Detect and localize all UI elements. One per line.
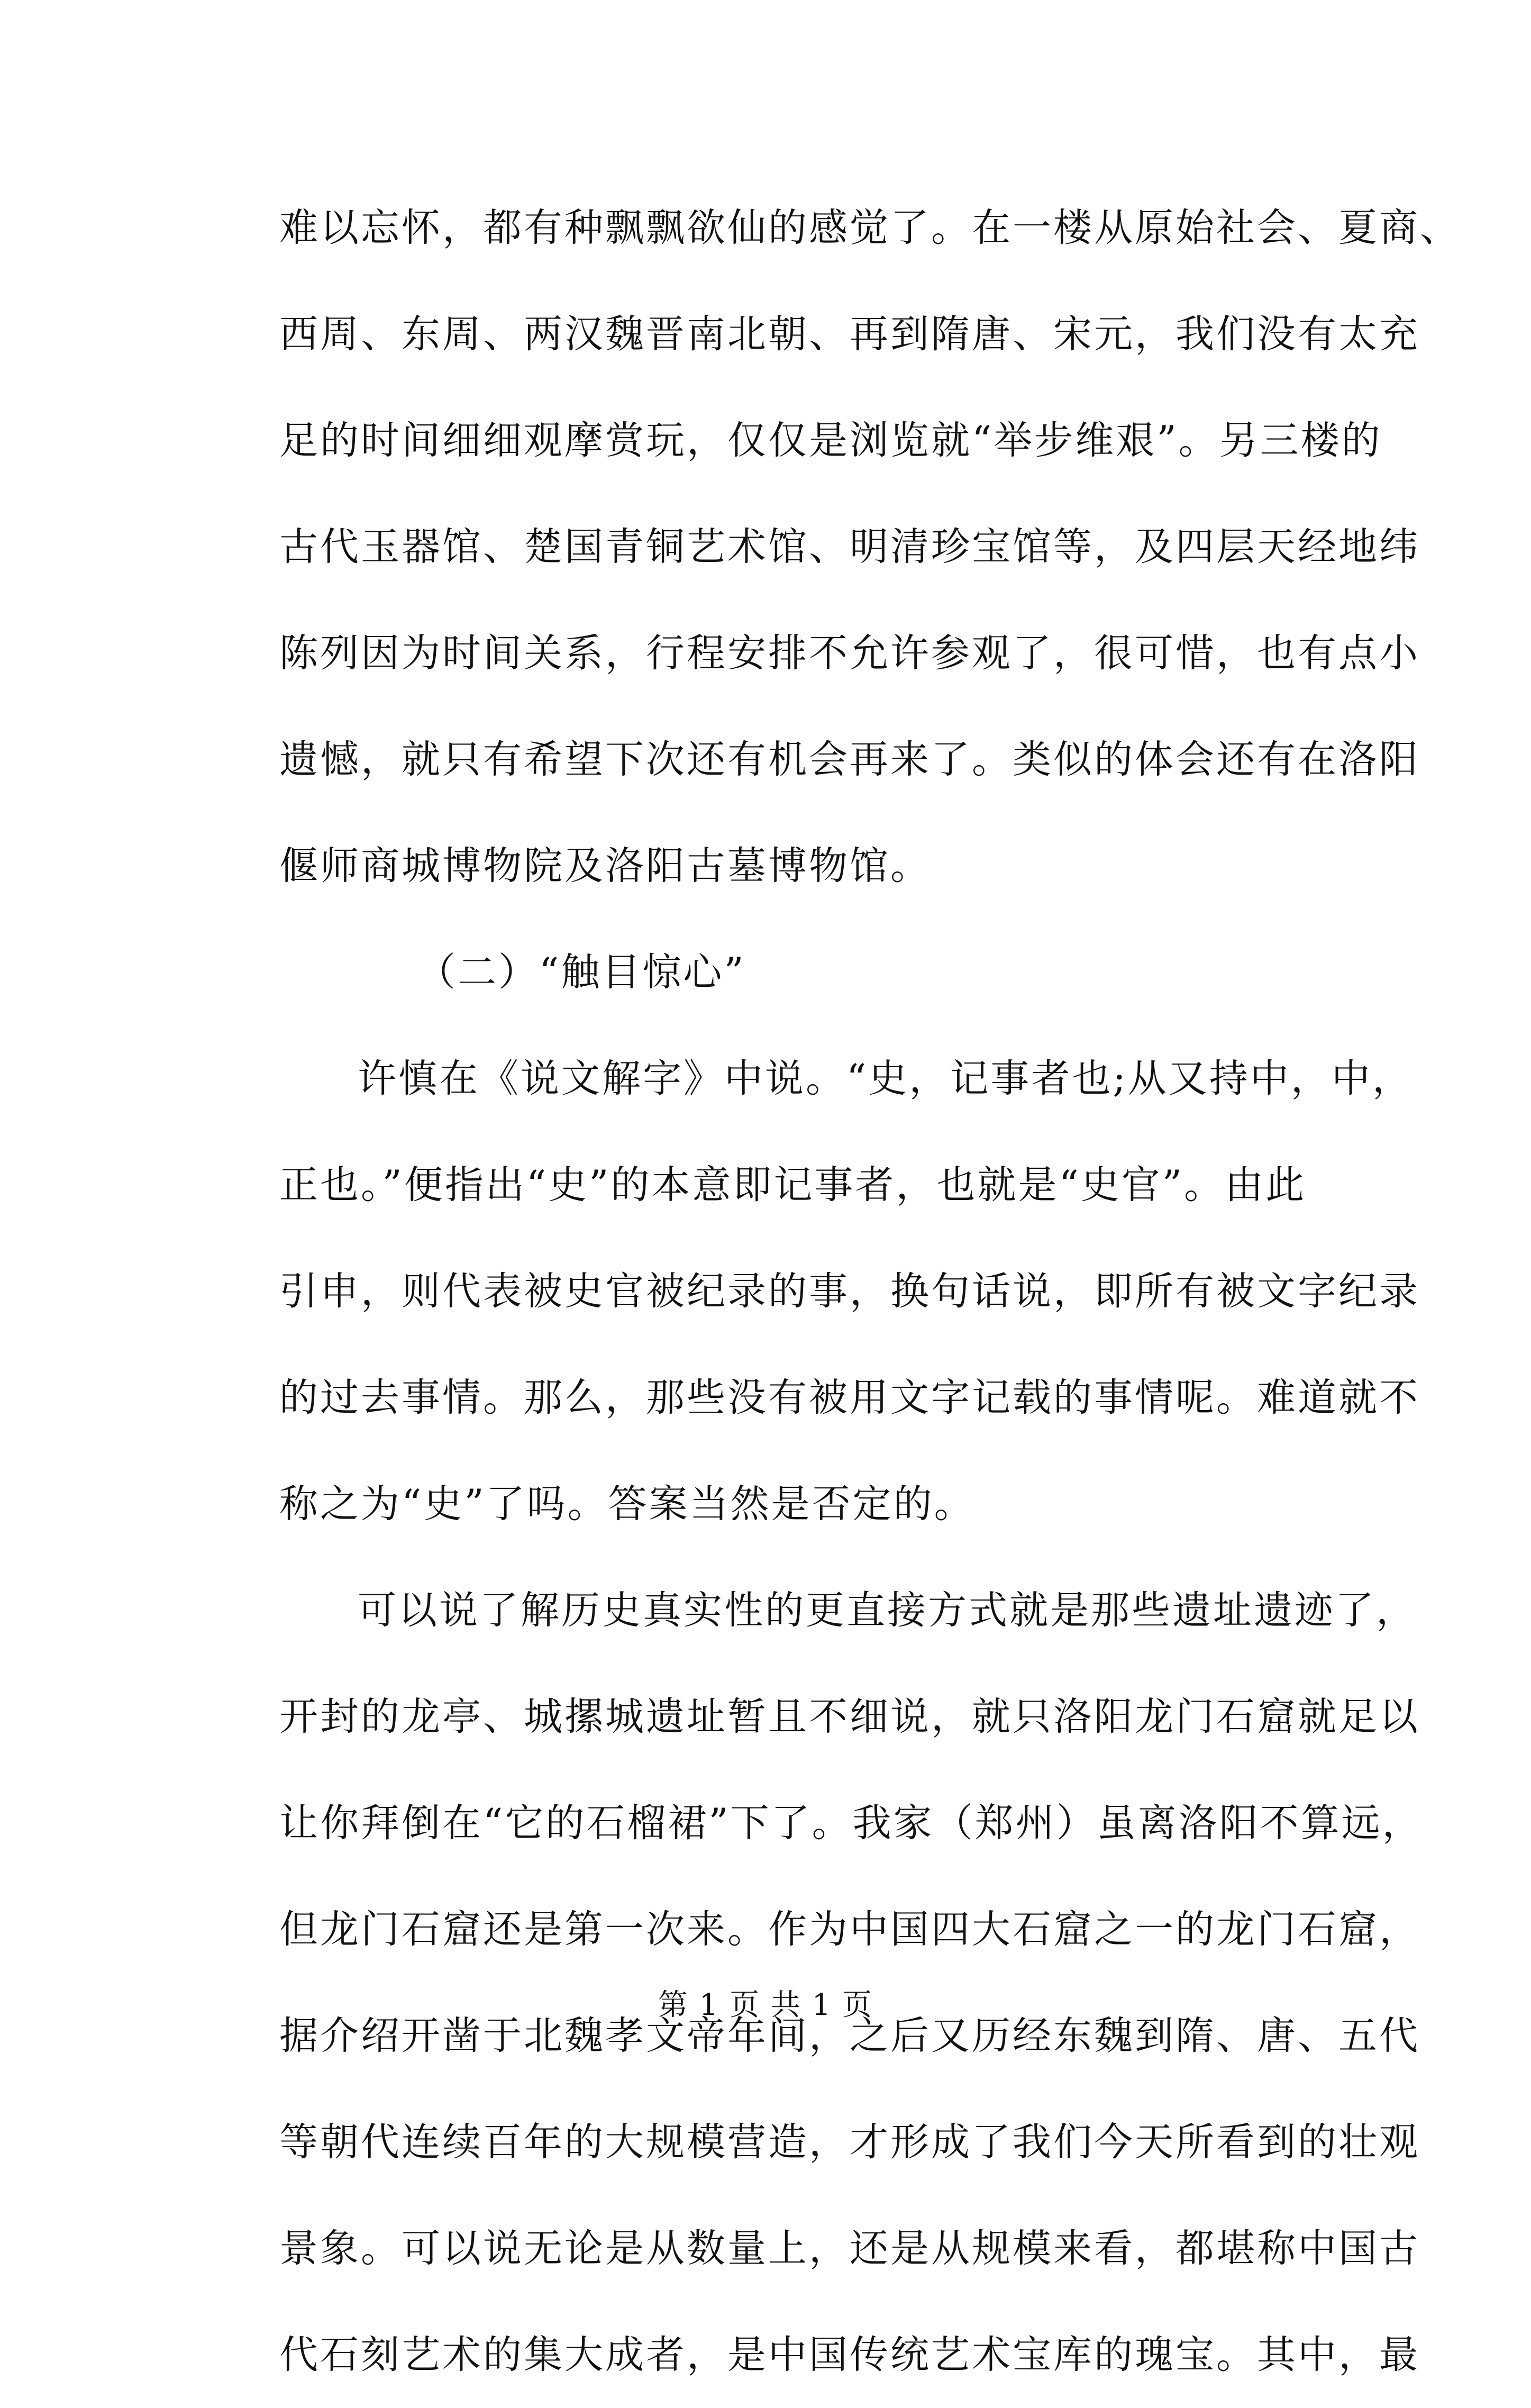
text-line: 引申，则代表被史官被纪录的事，换句话说，即所有被文字纪录 <box>279 1269 1420 1314</box>
text-line: 景象。可以说无论是从数量上，还是从规模来看，都堪称中国古 <box>279 2226 1420 2271</box>
text-line: 足的时间细细观摩赏玩，仅仅是浏览就“举步维艰”。另三楼的 <box>279 418 1382 463</box>
text-line: 让你拜倒在“它的石榴裙”下了。我家（郑州）虽离洛阳不算远， <box>279 1801 1423 1846</box>
text-line: 的过去事情。那么，那些没有被用文字记载的事情呢。难道就不 <box>279 1375 1420 1420</box>
text-line: 代石刻艺术的集大成者，是中国传统艺术宝库的瑰宝。其中，最 <box>279 2332 1420 2377</box>
paragraph-first-line: 许慎在《说文解字》中说。“史，记事者也;从又持中，中， <box>358 1056 1413 1101</box>
text-line: 西周、东周、两汉魏晋南北朝、再到隋唐、宋元，我们没有太充 <box>279 312 1420 357</box>
paragraph-first-line: 可以说了解历史真实性的更直接方式就是那些遗址遗迹了， <box>358 1588 1417 1633</box>
text-line: 但龙门石窟还是第一次来。作为中国四大石窟之一的龙门石窟， <box>279 1907 1420 1952</box>
document-body <box>279 175 1461 2408</box>
text-line: 遗憾，就只有希望下次还有机会再来了。类似的体会还有在洛阳 <box>279 737 1420 782</box>
section-heading: （二）“触目惊心” <box>417 950 746 995</box>
text-line: 难以忘怀，都有种飘飘欲仙的感觉了。在一楼从原始社会、夏商、 <box>279 205 1461 250</box>
text-line: 称之为“史”了吗。答案当然是否定的。 <box>279 1482 975 1526</box>
text-line: 等朝代连续百年的大规模营造，才形成了我们今天所看到的壮观 <box>279 2120 1420 2165</box>
text-line: 偃师商城博物院及洛阳古墓博物馆。 <box>279 843 931 888</box>
text-line: 古代玉器馆、楚国青铜艺术馆、明清珍宝馆等，及四层天经地纬 <box>279 524 1420 569</box>
text-line: 陈列因为时间关系，行程安排不允许参观了，很可惜，也有点小 <box>279 631 1420 676</box>
text-line: 据介绍开凿于北魏孝文帝年间，之后又历经东魏到隋、唐、五代 <box>279 2013 1420 2058</box>
text-line: 开封的龙亭、城摞城遗址暂且不细说，就只洛阳龙门石窟就足以 <box>279 1694 1420 1739</box>
page-number-footer: 第 1 页 共 1 页 <box>658 1988 873 2022</box>
text-line: 正也。”便指出“史”的本意即记事者，也就是“史官”。由此 <box>279 1162 1307 1207</box>
